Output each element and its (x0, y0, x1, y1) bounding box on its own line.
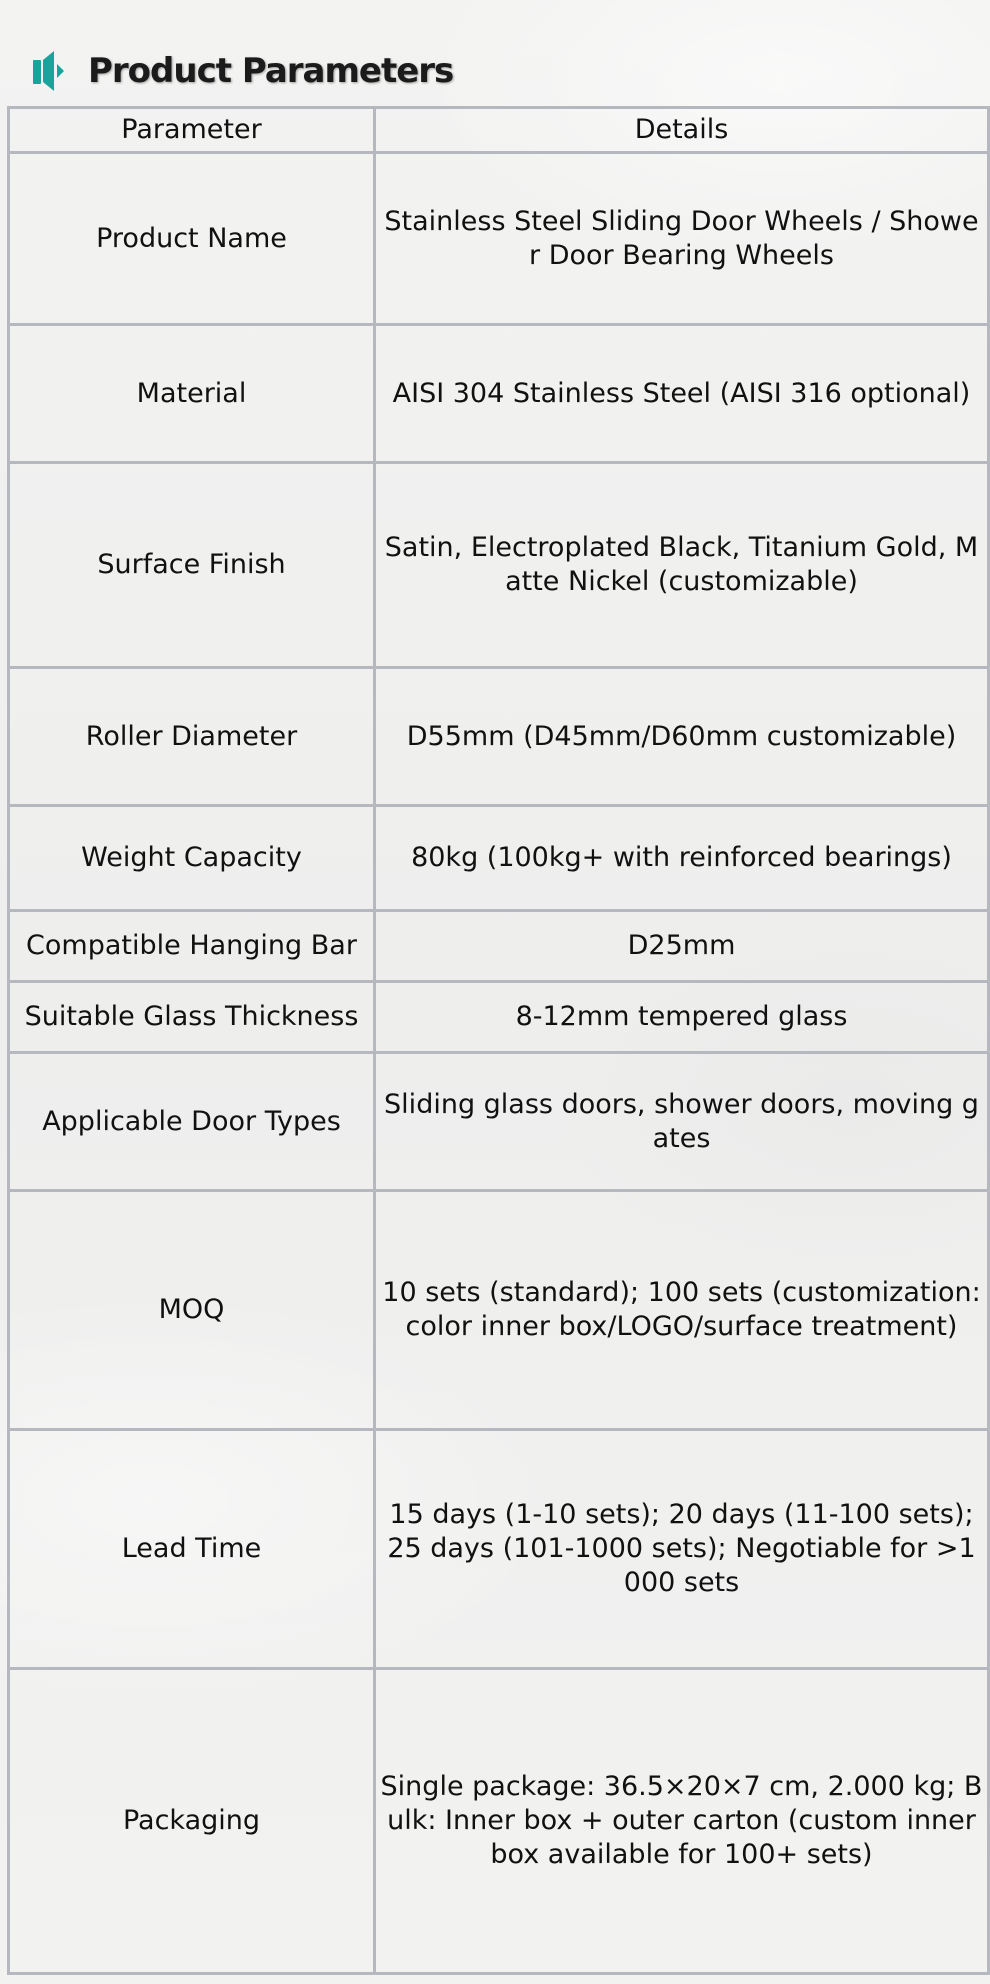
details-cell: 10 sets (standard); 100 sets (customization: color inner box/LOGO/surface treatment) (375, 1191, 989, 1430)
table-row (9, 1430, 989, 1669)
parameter-cell: Material (9, 325, 375, 463)
details-cell: Stainless Steel Sliding Door Wheels / Shower Door Bearing Wheels (375, 153, 989, 325)
details-cell: AISI 304 Stainless Steel (AISI 316 optional) (375, 325, 989, 463)
parameter-cell: MOQ (9, 1191, 375, 1430)
details-cell: D55mm (D45mm/D60mm customizable) (375, 668, 989, 806)
details-cell: Single package: 36.5×20×7 cm, 2.000 kg; Bulk: Inner box + outer carton (custom inner box available for 100+ sets) (375, 1669, 989, 1974)
table-row (9, 153, 989, 325)
parameter-cell: Applicable Door Types (9, 1053, 375, 1191)
details-cell: 8-12mm tempered glass (375, 982, 989, 1053)
table-row (9, 911, 989, 982)
details-cell: Satin, Electroplated Black, Titanium Gold, Matte Nickel (customizable) (375, 463, 989, 668)
parameters-table (7, 106, 990, 1975)
column-header-details: Details (375, 108, 989, 153)
table-row (9, 806, 989, 911)
parameter-cell: Packaging (9, 1669, 375, 1974)
parameter-cell: Compatible Hanging Bar (9, 911, 375, 982)
details-cell: 80kg (100kg+ with reinforced bearings) (375, 806, 989, 911)
parameter-cell: Surface Finish (9, 463, 375, 668)
table-row (9, 463, 989, 668)
page-header (30, 48, 453, 94)
table-row (9, 1191, 989, 1430)
column-header-parameter: Parameter (9, 108, 375, 153)
table-row (9, 1053, 989, 1191)
details-cell: D25mm (375, 911, 989, 982)
table-header-row (9, 108, 989, 153)
parameter-cell: Product Name (9, 153, 375, 325)
details-cell: 15 days (1-10 sets); 20 days (11-100 sets); 25 days (101-1000 sets); Negotiable for >1000 sets (375, 1430, 989, 1669)
parameter-cell: Suitable Glass Thickness (9, 982, 375, 1053)
speaker-icon (30, 48, 72, 94)
table-row (9, 668, 989, 806)
table-row (9, 1669, 989, 1974)
table-row (9, 982, 989, 1053)
parameter-cell: Weight Capacity (9, 806, 375, 911)
details-cell: Sliding glass doors, shower doors, moving gates (375, 1053, 989, 1191)
parameter-cell: Roller Diameter (9, 668, 375, 806)
parameter-cell: Lead Time (9, 1430, 375, 1669)
table-row (9, 325, 989, 463)
page-title: Product Parameters (88, 51, 454, 91)
